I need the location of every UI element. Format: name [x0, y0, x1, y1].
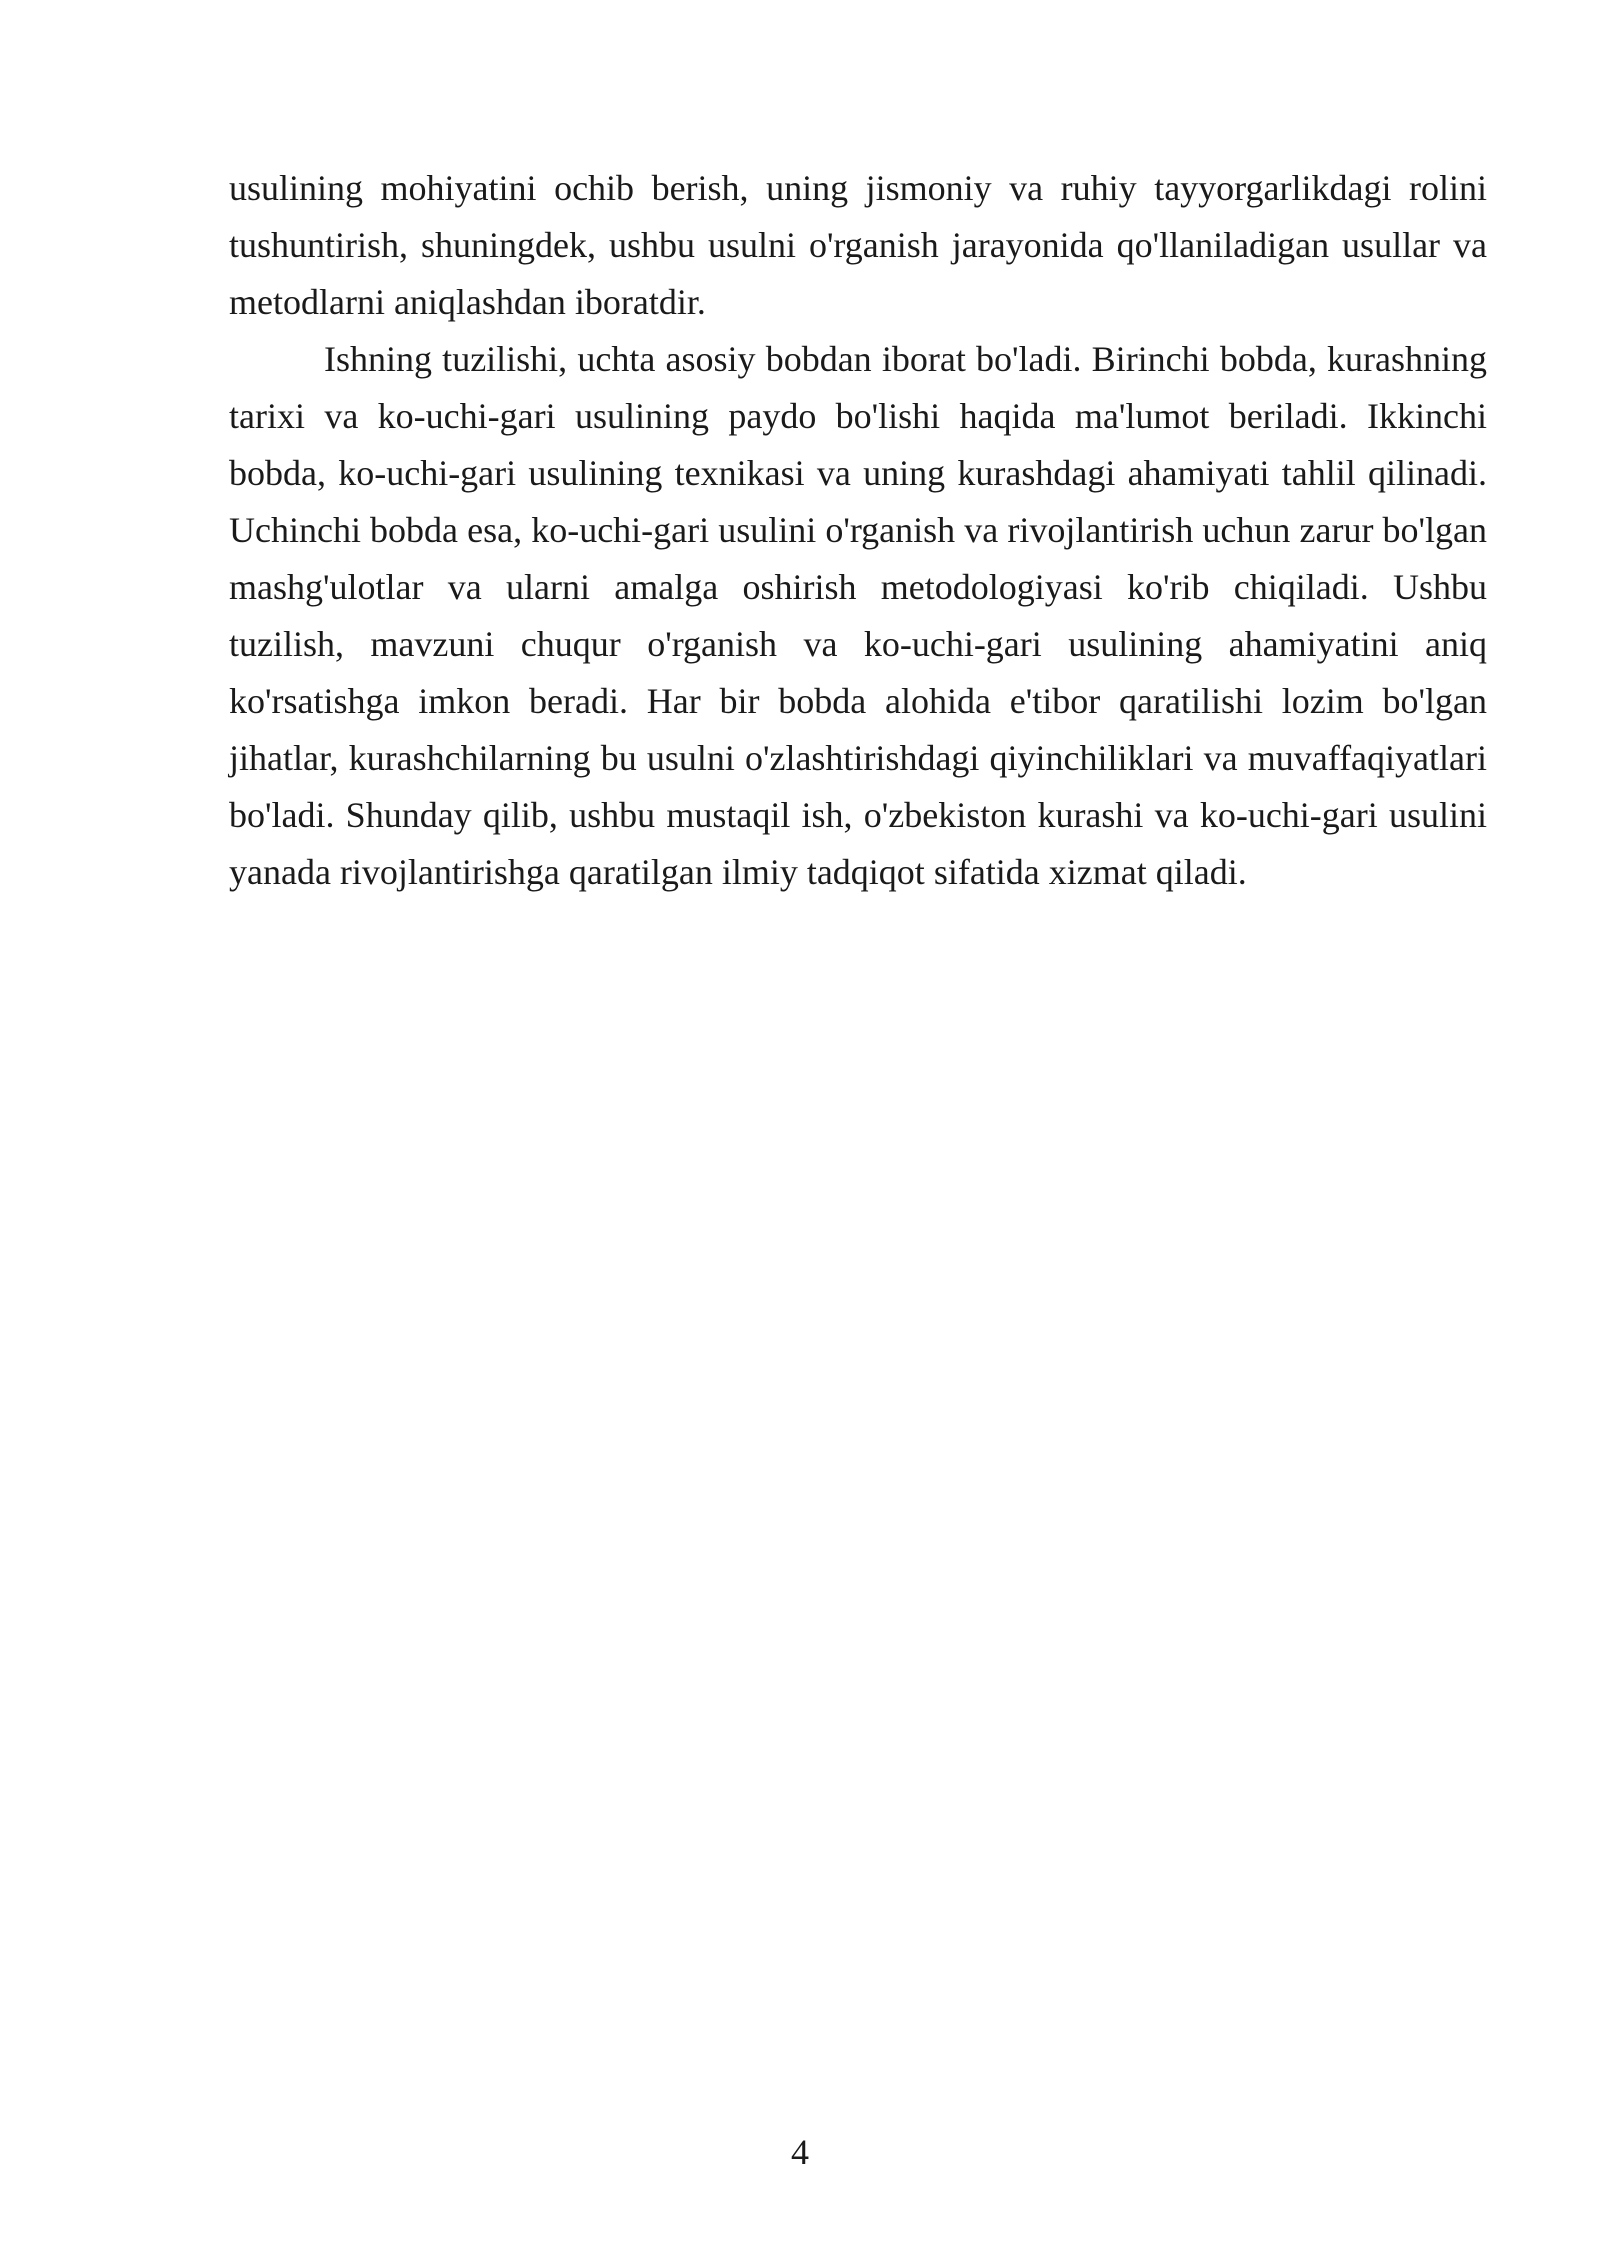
paragraph-continued: usulining mohiyatini ochib berish, uning jismoniy va ruhiy tayyorgarlikdagi rolini tushuntirish, shuningdek, ushbu usulni o'rganish jarayonida qo'llaniladigan usullar va metodlarni aniqlashdan iboratdir. — [229, 168, 1487, 322]
paragraph-structure: Ishning tuzilishi, uchta asosiy bobdan iborat bo'ladi. Birinchi bobda, kurashning tarixi va ko-uchi-gari usulining paydo bo'lishi haqida ma'lumot beriladi. Ikkinchi bobda, ko-uchi-gari usulining texnikasi va uning kurashdagi ahamiyati tahlil qilinadi. Uchinchi bobda esa, ko-uchi-gari usulini o'rganish va rivojlantirish uchun zarur bo'lgan mashg'ulotlar va ularni amalga oshirish metodologiyasi ko'rib chiqiladi. Ushbu tuzilish, mavzuni chuqur o'rganish va ko-uchi-gari usulining ahamiyatini aniq ko'rsatishga imkon beradi. Har bir bobda alohida e'tibor qaratilishi lozim bo'lgan jihatlar, kurashchilarning bu usulni o'zlashtirishdagi qiyinchiliklari va muvaffaqiyatlari bo'ladi. Shunday qilib, ushbu mustaqil ish, o'zbekiston kurashi va ko-uchi-gari usulini yanada rivojlantirishga qaratilgan ilmiy tadqiqot sifatida xizmat qiladi. — [229, 339, 1487, 892]
page-number: 4 — [791, 2132, 809, 2172]
body-text — [229, 160, 1487, 901]
